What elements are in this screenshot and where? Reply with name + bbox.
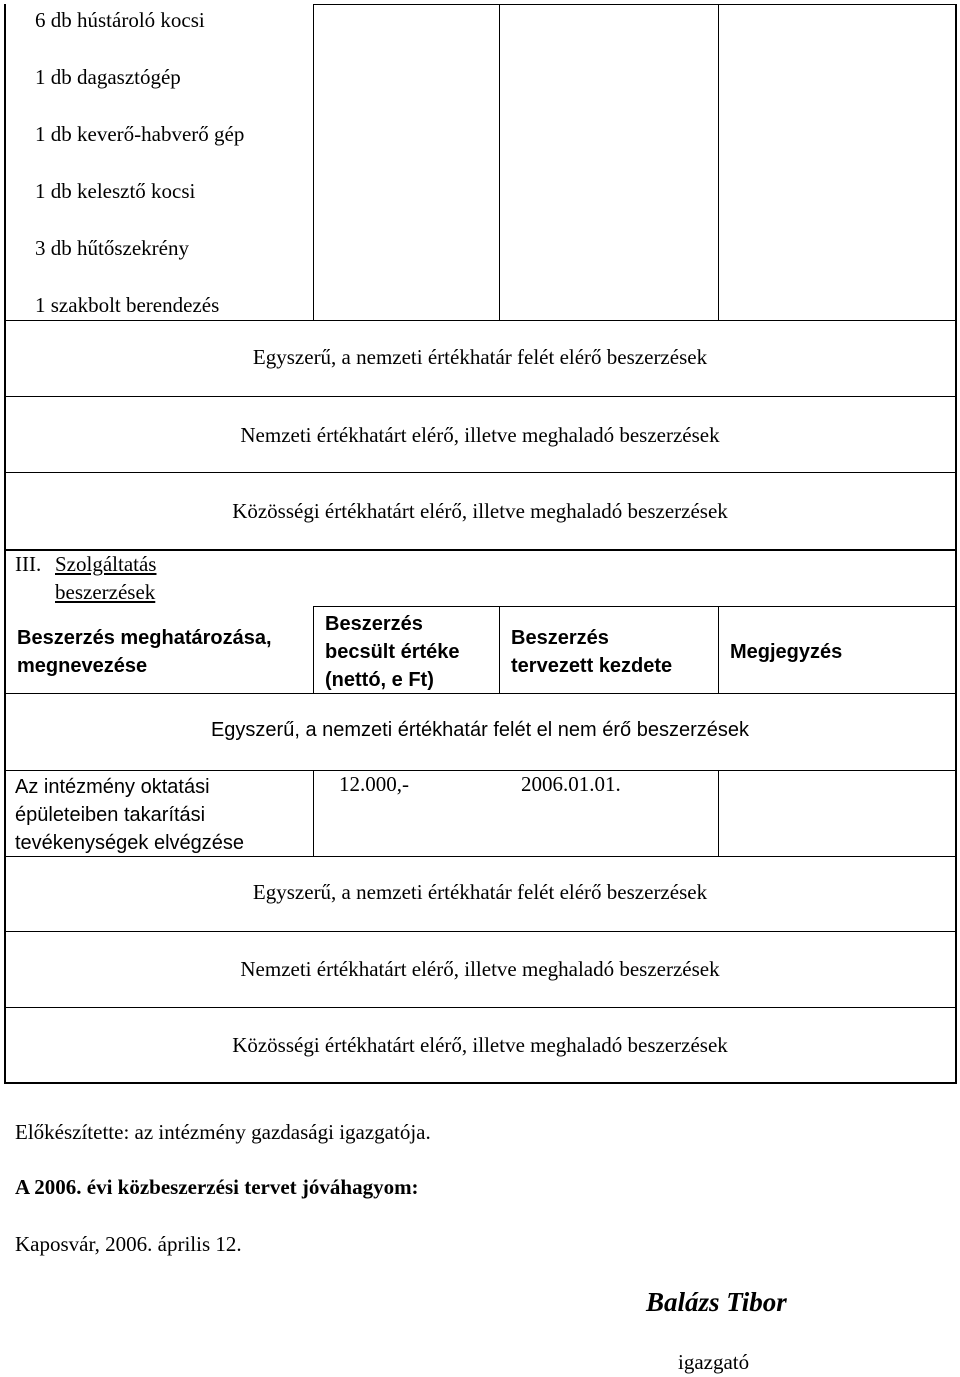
prepared-by: Előkészítette: az intézmény gazdasági igazgatója. [15,1120,431,1144]
section-title: beszerzések [55,580,156,604]
signature-role: igazgató [678,1350,750,1374]
signature-name: Balázs Tibor [646,1287,787,1317]
service-description: Az intézmény oktatási épületeiben takarítási tevékenységek elvégzése [15,776,245,854]
band-simple-below-half: Egyszerű, a nemzeti értékhatár felét el nem érő beszerzések [210,719,750,741]
list-item: 6 db hústároló kocsi [35,8,205,32]
list-item: 1 szakbolt berendezés [35,293,220,317]
band-simple-half: Egyszerű, a nemzeti értékhatár felét elérő beszerzések [252,880,708,904]
header-note: Megjegyzés [730,641,843,663]
service-start-date: 2006.01.01. [521,772,621,796]
list-item: 1 db kelesztő kocsi [35,179,196,203]
list-item: 1 db dagasztógép [35,65,181,89]
band-community: Közösségi értékhatárt elérő, illetve meghaladó beszerzések [232,499,728,523]
place-date: Kaposvár, 2006. április 12. [15,1232,242,1256]
list-item: 1 db keverő-habverő gép [35,122,245,146]
list-item: 3 db hűtőszekrény [35,236,189,260]
band-national: Nemzeti értékhatárt elérő, illetve meghaladó beszerzések [240,957,720,981]
header-start: Beszerzés tervezett kezdete [511,627,673,677]
section-title: Szolgáltatás [55,552,157,576]
service-value: 12.000,- [339,772,409,796]
band-community: Közösségi értékhatárt elérő, illetve meghaladó beszerzések [232,1033,728,1057]
band-simple-half: Egyszerű, a nemzeti értékhatár felét elérő beszerzések [252,345,708,369]
approval-statement: A 2006. évi közbeszerzési tervet jóváhagyom: [15,1175,419,1199]
band-national: Nemzeti értékhatárt elérő, illetve meghaladó beszerzések [240,423,720,447]
section-number: III. [15,552,42,576]
header-description: Beszerzés meghatározása, megnevezése [17,627,272,677]
header-value: Beszerzés becsült értéke (nettó, e Ft) [325,613,460,691]
